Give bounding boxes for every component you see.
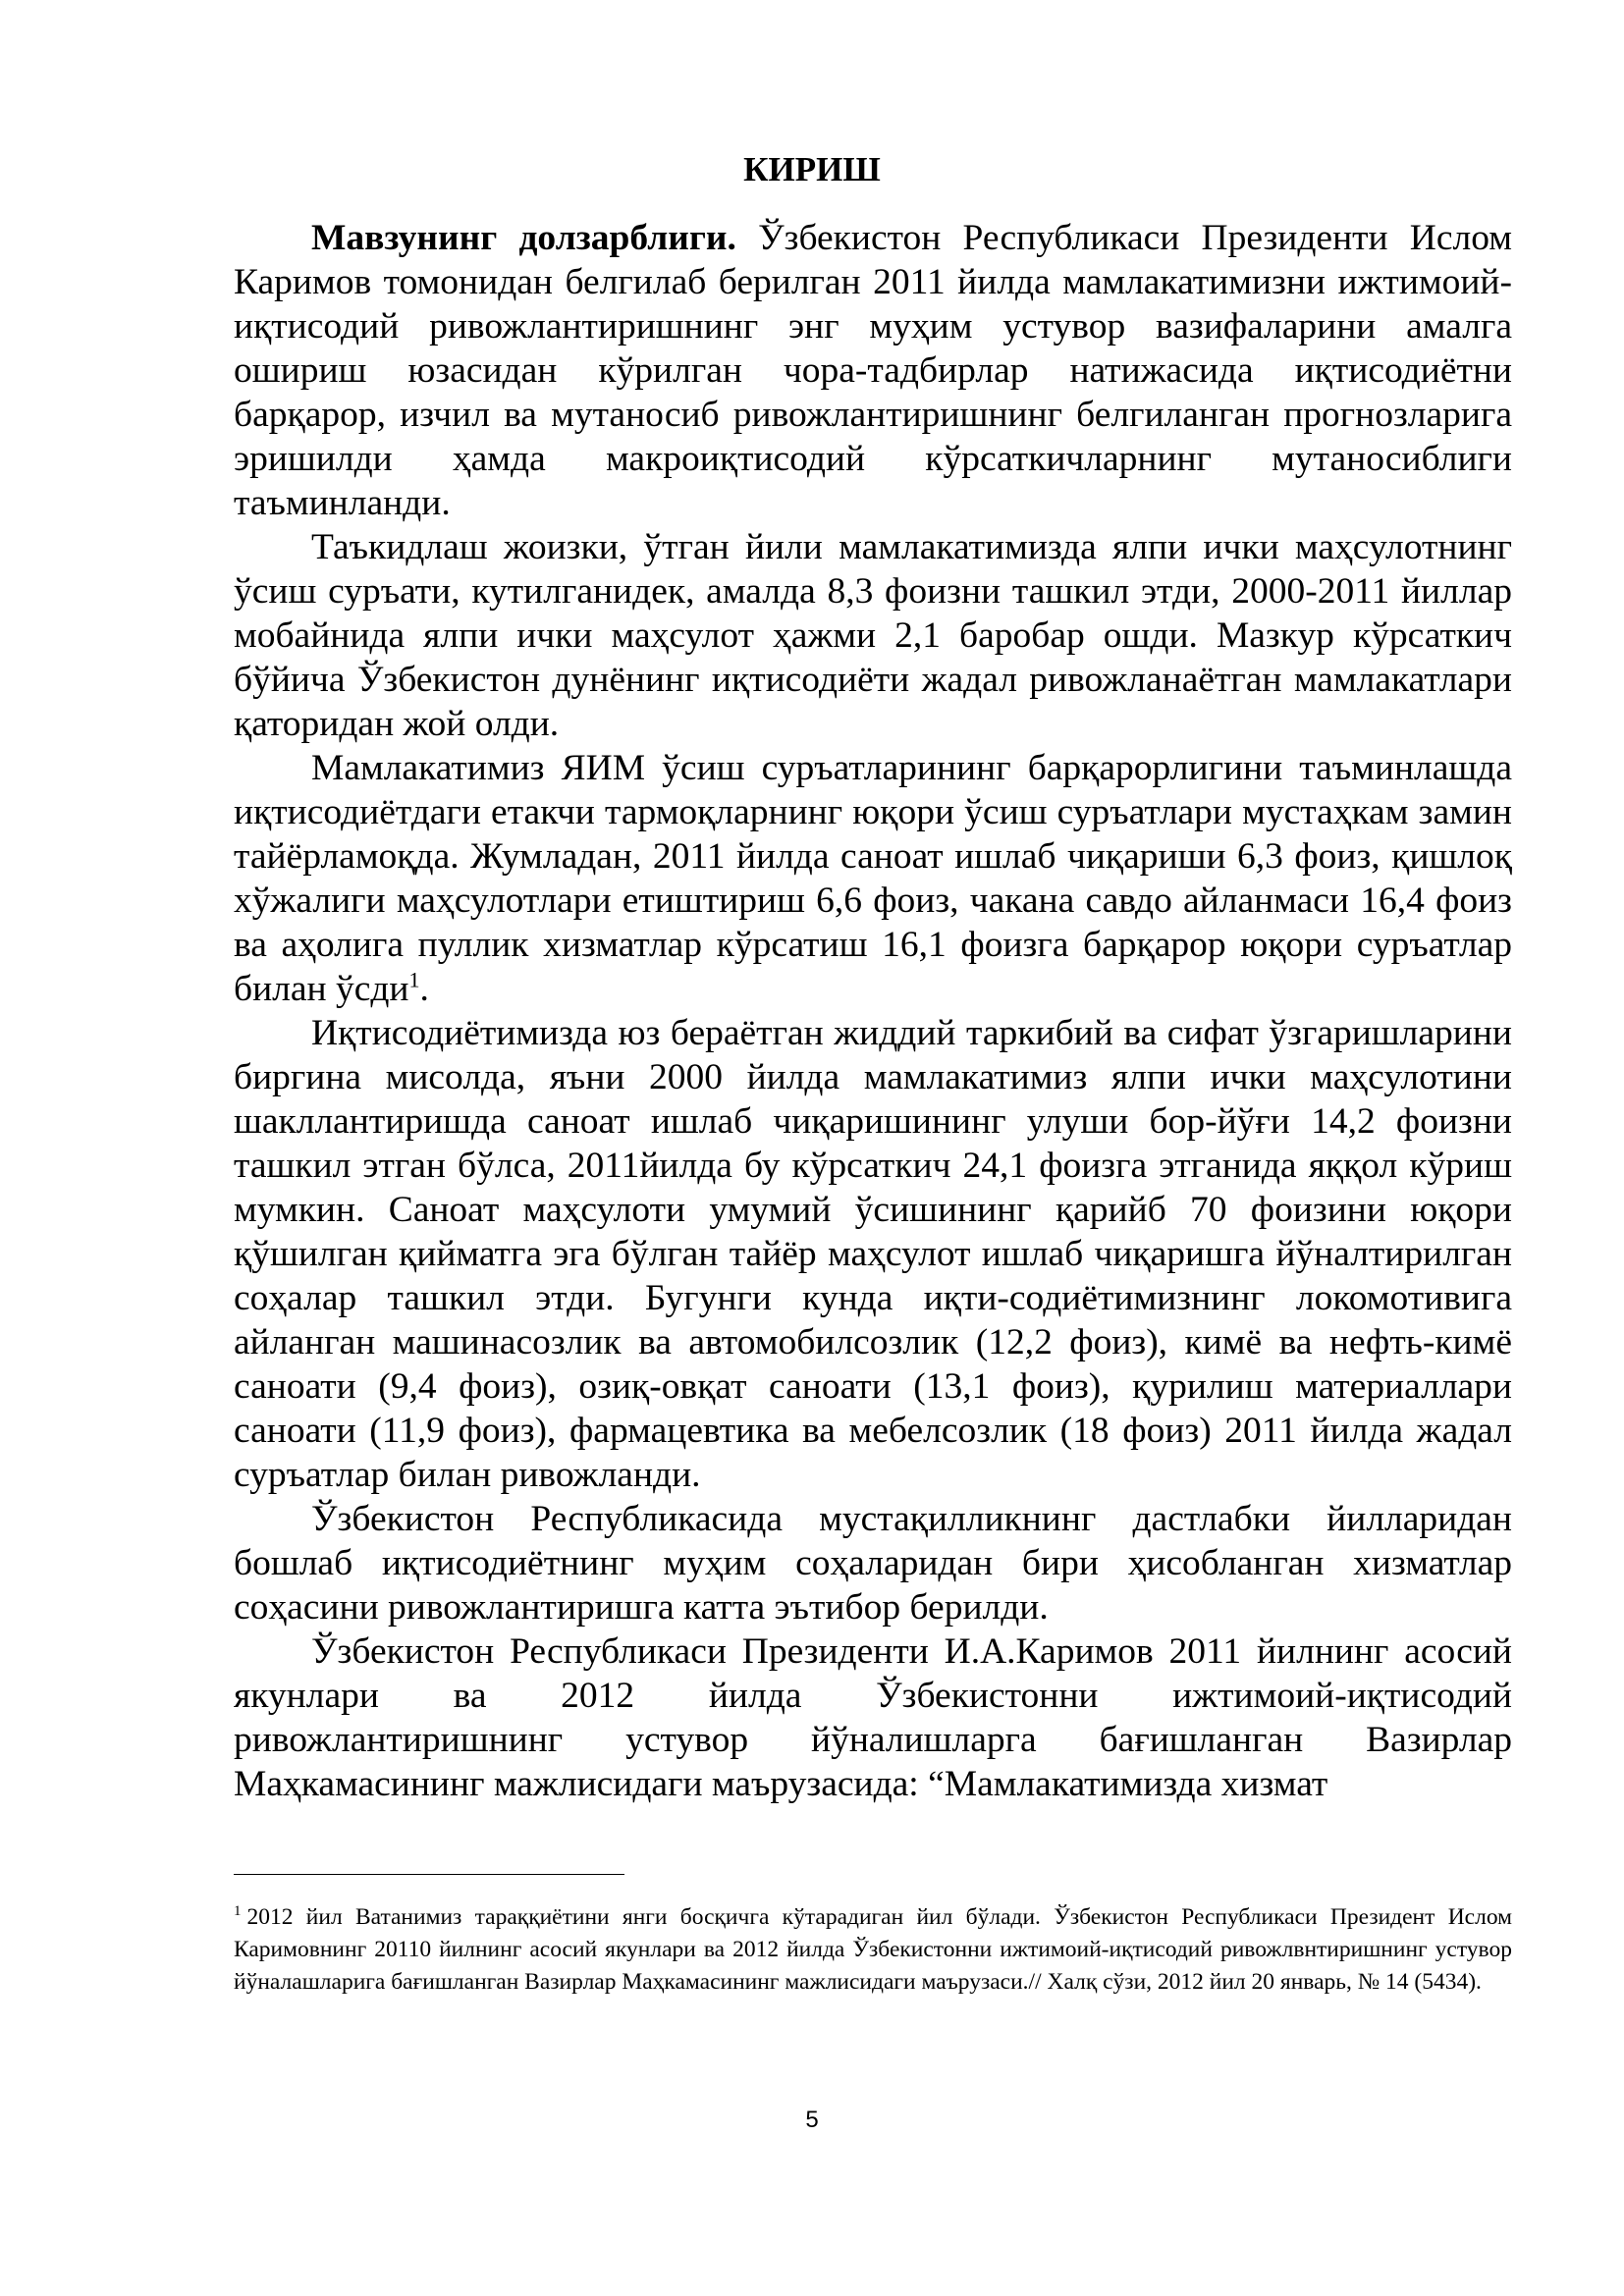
paragraph-sector-growth xyxy=(234,746,1512,1011)
paragraph-structural-changes xyxy=(234,1011,1512,1497)
paragraph-president-speech xyxy=(234,1629,1512,1806)
paragraph-gdp-growth xyxy=(234,525,1512,746)
footnote-reference[interactable]: 1 xyxy=(408,967,420,992)
page-number: 5 xyxy=(805,2107,819,2133)
paragraph-text: Ўзбекистон Республикасида мустақилликнинг дастлабки йилларидан бошлаб иқтисодиётнинг муҳим соҳаларидан бири ҳисобланган хизматлар соҳасини ривожлантиришга катта эътибор берилди. xyxy=(234,1499,1512,1628)
paragraph-text: Ўзбекистон Республикаси Президенти И.А.Каримов 2011 йилнинг асосий якунлари ва 2012 йилда Ўзбекистонни ижтимоий-иқтисодий ривожлантиришнинг устувор йўналишларга бағишланган Вазирлар Маҳкамасининг мажлисидаги маърузасида: “Мамлакатимизда хизмат xyxy=(234,1631,1512,1804)
paragraph-text: Ўзбекистон Республикаси Президенти Ислом Каримов томонидан белгилаб берилган 2011 йилда мамлакатимизни ижтимоий-иқтисодий ривожлантиришнинг энг муҳим устувор вазифаларини амалга ошириш юзасидан кўрилган чора-тадбирлар натижасида иқтисодиётни барқарор, изчил ва мутаносиб ривожлантиришнинг белгиланган прогнозларига эришилди ҳамда макроиқтисодий кўрсаткичларнинг мутаносиблиги таъминланди. xyxy=(234,218,1513,523)
footnote-marker: 1 xyxy=(234,1903,242,1920)
footnote-separator xyxy=(234,1874,624,1875)
paragraph-lead-in: Мавзунинг долзарблиги. xyxy=(311,218,736,258)
footnote xyxy=(234,1901,1512,1999)
paragraph-relevance xyxy=(234,216,1512,525)
paragraph-text-end: . xyxy=(419,969,429,1009)
body-text xyxy=(234,216,1512,1806)
footnote-text: 2012 йил Ватанимиз тараққиётини янги босқичга кўтарадиган йил бўлади. Ўзбекистон Республикаси Президент Ислом Каримовнинг 20110 йилнинг асосий якунлари ва 2012 йилда Ўзбекистонни ижтимоий-иқтисодий ривожлвнтиришнинг устувор йўналашларига бағишланган Вазирлар Маҳкамасининг мажлисидаги маърузаси.// Халқ сўзи, 2012 йил 20 январь, № 14 (5434). xyxy=(234,1904,1512,1995)
paragraph-services-sector xyxy=(234,1497,1512,1629)
paragraph-text: Таъкидлаш жоизки, ўтган йили мамлакатимизда ялпи ички маҳсулотнинг ўсиш суръати, кутилганидек, амалда 8,3 фоизни ташкил этди, 2000-2011 йиллар мобайнида ялпи ички маҳсулот ҳажми 2,1 баробар ошди. Мазкур кўрсаткич бўйича Ўзбекистон дунёнинг иқтисодиёти жадал ривожланаётган мамлакатлари қаторидан жой олди. xyxy=(234,527,1512,744)
paragraph-text: Иқтисодиётимизда юз бераётган жиддий таркибий ва сифат ўзгаришларини биргина мисолда, яъни 2000 йилда мамлакатимиз ялпи ички маҳсулотини шакллантиришда саноат ишлаб чиқаришининг улуши бор-йўғи 14,2 фоизни ташкил этган бўлса, 2011йилда бу кўрсаткич 24,1 фоизга этганида яққол кўриш мумкин. Саноат маҳсулоти умумий ўсишининг қарийб 70 фоизини юқори қўшилган қийматга эга бўлган тайёр маҳсулот ишлаб чиқаришга йўналтирилган соҳалар ташкил этди. Бугунги кунда иқти-содиётимизнинг локомотивига айланган машинасозлик ва автомобилсозлик (12,2 фоиз), кимё ва нефть-кимё саноати (9,4 фоиз), озиқ-овқат саноати (13,1 фоиз), қурилиш материаллари саноати (11,9 фоиз), фармацевтика ва мебелсозлик (18 фоиз) 2011 йилда жадал суръатлар билан ривожланди. xyxy=(234,1013,1512,1495)
section-heading: КИРИШ xyxy=(743,150,881,188)
paragraph-text: Мамлакатимиз ЯИМ ўсиш суръатларининг барқарорлигини таъминлашда иқтисодиётдаги етакчи тармоқларнинг юқори ўсиш суръатлари мустаҳкам замин тайёрламоқда. Жумладан, 2011 йилда саноат ишлаб чиқариши 6,3 фоиз, қишлоқ хўжалиги маҳсулотлари етиштириш 6,6 фоиз, чакана савдо айланмаси 16,4 фоиз ва аҳолига пуллик хизматлар кўрсатиш 16,1 фоизга барқарор юқори суръатлар билан ўсди xyxy=(234,748,1512,1009)
